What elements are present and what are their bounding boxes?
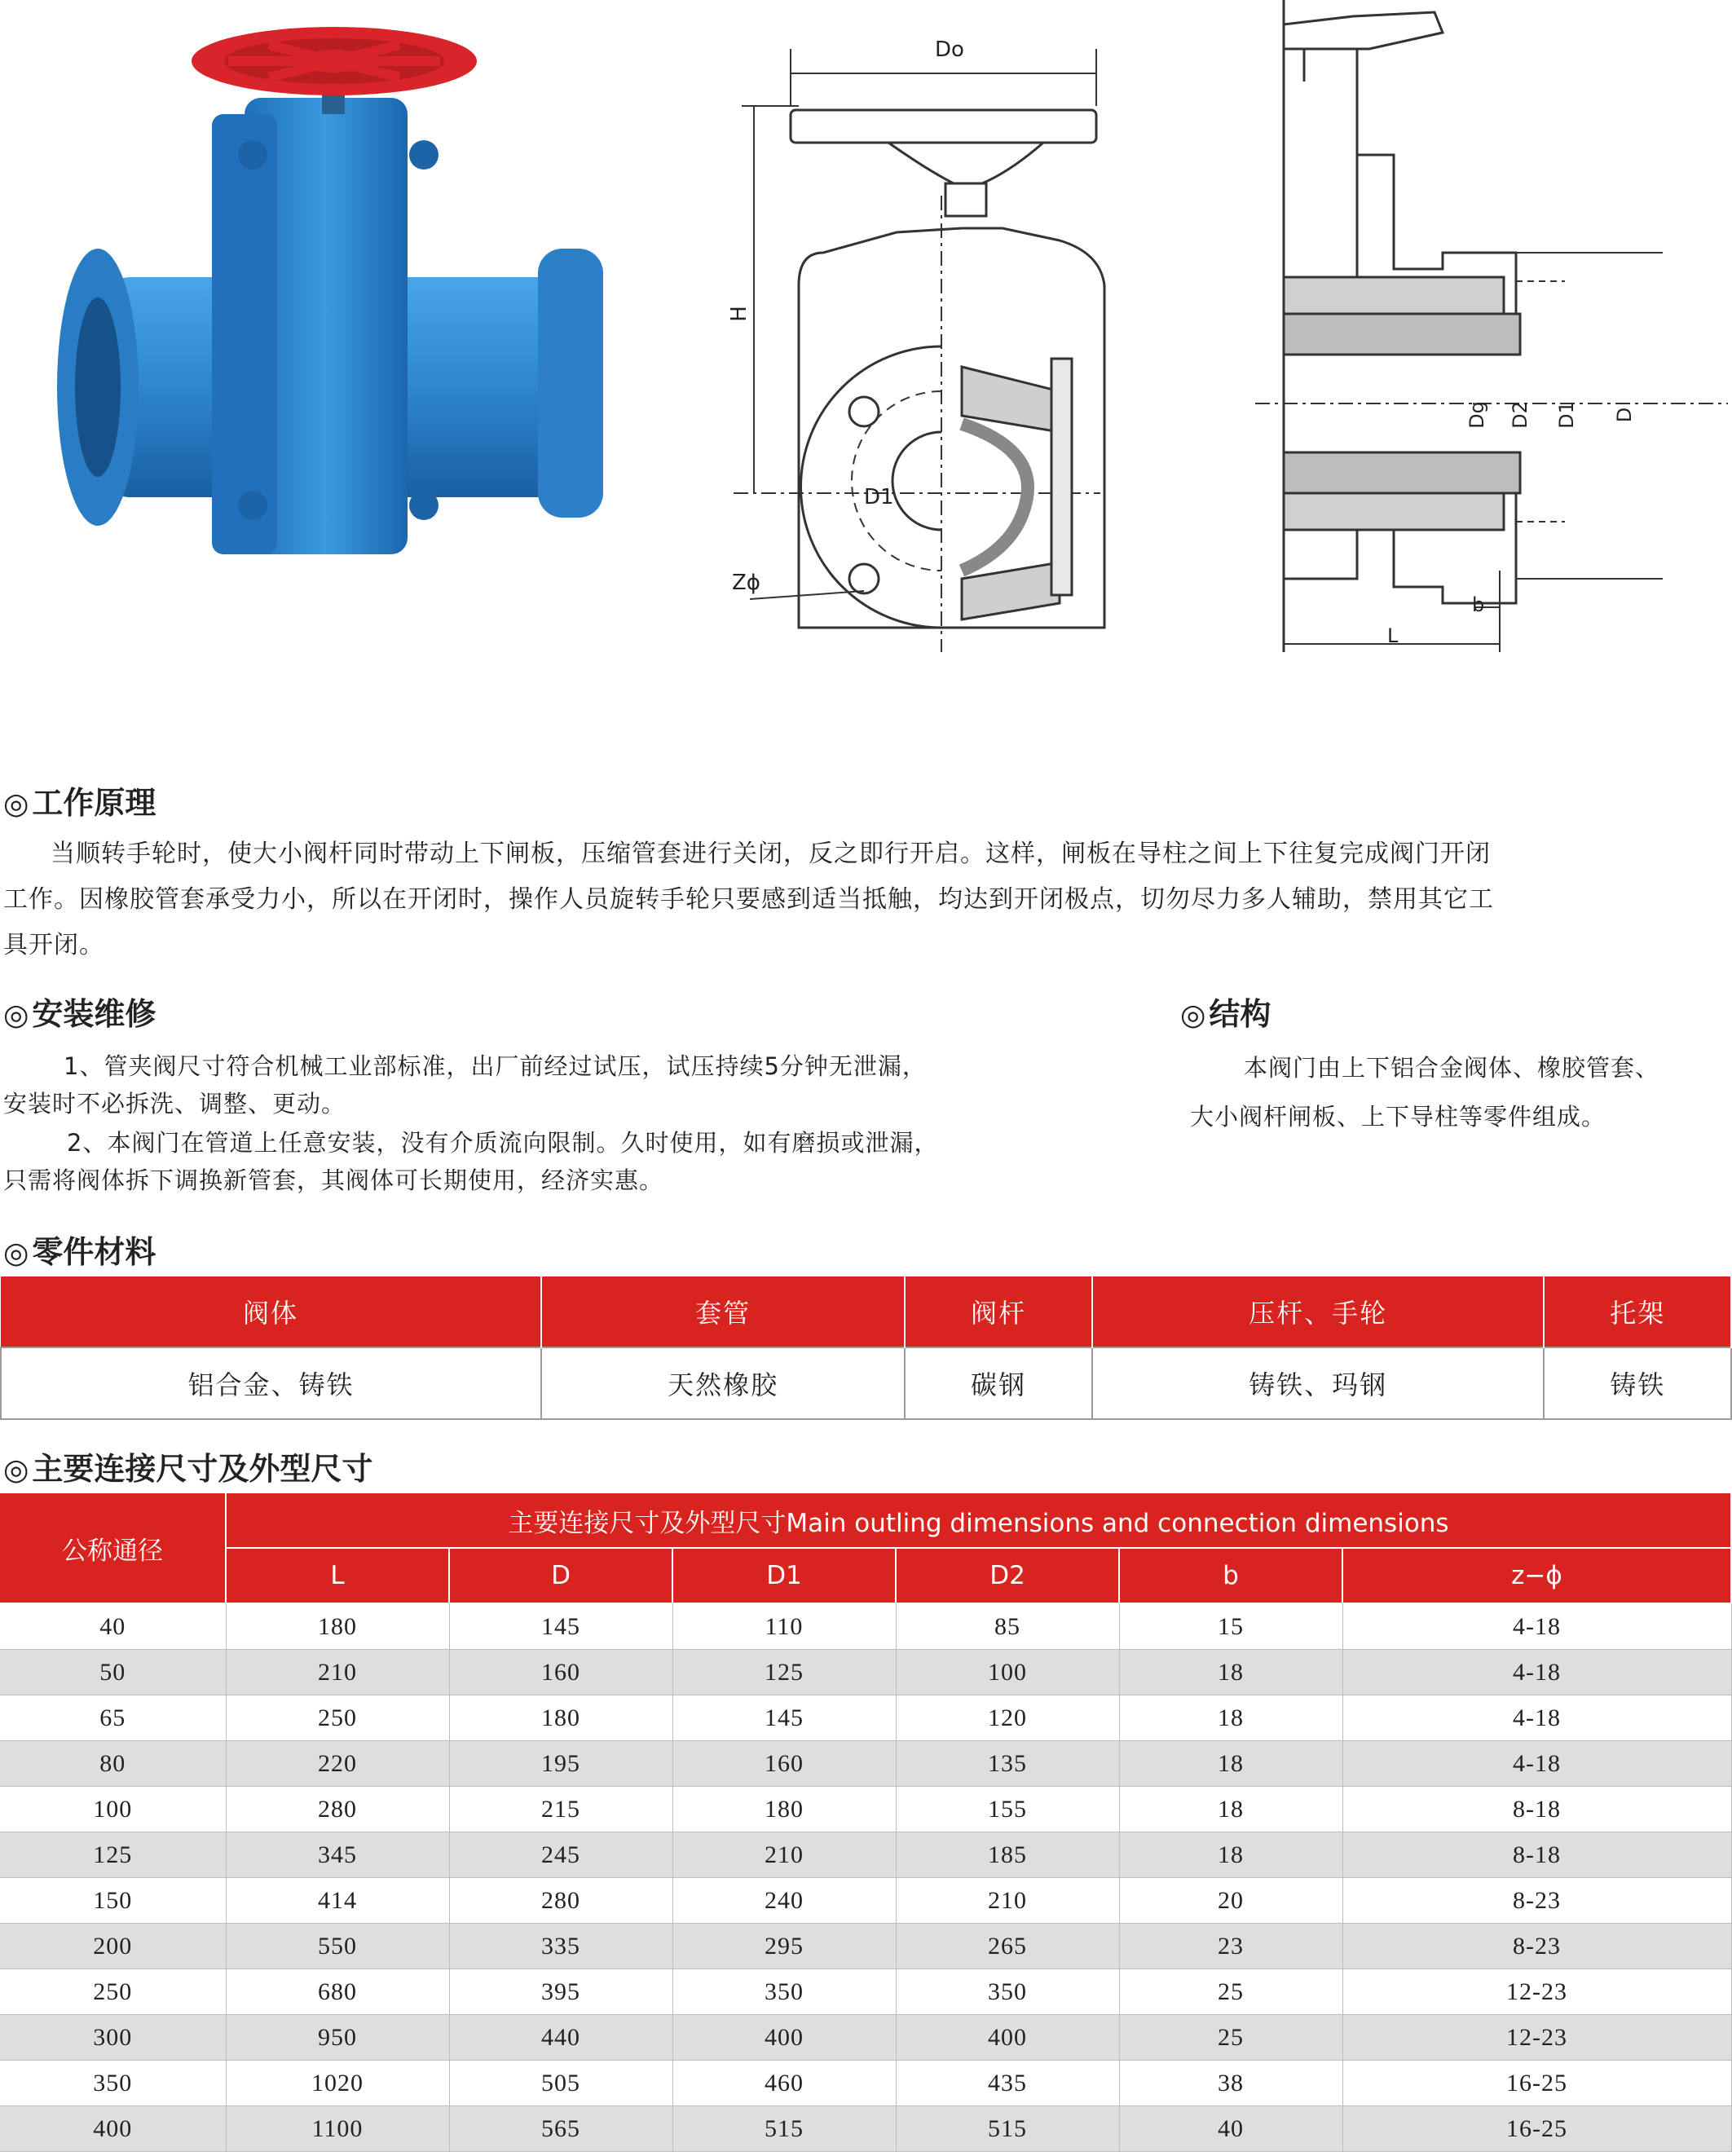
dimension-cell: 18 — [1119, 1787, 1342, 1832]
nominal-diameter-cell: 80 — [0, 1741, 226, 1787]
materials-heading: ◎ 零件材料 — [3, 1234, 156, 1270]
table-row — [0, 1832, 1731, 1878]
dimension-cell: 8-23 — [1342, 1924, 1731, 1969]
dimension-cell: 4-18 — [1342, 1741, 1731, 1787]
dimension-cell: 16-25 — [1342, 2061, 1731, 2106]
dimension-cell: 335 — [449, 1924, 672, 1969]
dimension-cell: 515 — [896, 2106, 1119, 2152]
dimension-cell: 250 — [226, 1695, 449, 1741]
circle-mark-icon: ◎ — [3, 1453, 29, 1487]
install-line-3: 2、本阀门在管道上任意安装，没有介质流向限制。久时使用，如有磨损或泄漏， — [67, 1129, 939, 1157]
structure-line-1: 本阀门由上下铝合金阀体、橡胶管套、 — [1244, 1054, 1660, 1082]
table-row — [0, 2106, 1731, 2152]
dimension-cell: 180 — [449, 1695, 672, 1741]
dimensions-table-body — [0, 1603, 1731, 2152]
dimension-cell: 245 — [449, 1832, 672, 1878]
dimension-cell: 135 — [896, 1741, 1119, 1787]
dimension-cell: 180 — [672, 1787, 896, 1832]
table-row — [0, 1741, 1731, 1787]
dimensions-group-header-row — [0, 1493, 1731, 1548]
materials-header-cell: 阀杆 — [905, 1276, 1092, 1347]
install-line-1: 1、管夹阀尺寸符合机械工业部标准，出厂前经过试压，试压持续5分钟无泄漏， — [64, 1052, 927, 1080]
dimension-cell: 515 — [672, 2106, 896, 2152]
nominal-diameter-header: 公称通径 — [0, 1493, 226, 1603]
column-header-d1: D1 — [672, 1548, 896, 1603]
dimension-cell: 460 — [672, 2061, 896, 2106]
dimension-cell: 16-25 — [1342, 2106, 1731, 2152]
dimensions-column-header-row — [0, 1548, 1731, 1603]
dimension-cell: 145 — [672, 1695, 896, 1741]
table-row — [0, 2015, 1731, 2061]
dimension-cell: 680 — [226, 1969, 449, 2015]
dimension-cell: 400 — [672, 2015, 896, 2061]
dimension-cell: 280 — [449, 1878, 672, 1924]
dimension-cell: 1100 — [226, 2106, 449, 2152]
column-header-z-phi: z−ϕ — [1342, 1548, 1731, 1603]
materials-value-cell: 铝合金、铸铁 — [1, 1347, 541, 1419]
dimension-cell: 265 — [896, 1924, 1119, 1969]
principle-line-3: 具开闭。 — [3, 931, 104, 959]
install-line-4: 只需将阀体拆下调换新管套，其阀体可长期使用，经济实惠。 — [3, 1166, 664, 1194]
column-header-l: L — [226, 1548, 449, 1603]
front-view-drawing — [717, 8, 1141, 660]
principle-line-1: 当顺转手轮时，使大小阀杆同时带动上下闸板，压缩管套进行关闭，反之即行开启。这样，闸板在导柱之间上下往复完成阀门开闭 — [51, 840, 1491, 868]
dimension-cell: 160 — [672, 1741, 896, 1787]
nominal-diameter-cell: 50 — [0, 1650, 226, 1695]
materials-value-row — [1, 1347, 1731, 1419]
table-row — [0, 1603, 1731, 1650]
circle-mark-icon: ◎ — [3, 1237, 29, 1270]
materials-header-cell: 阀体 — [1, 1276, 541, 1347]
dimension-cell: 185 — [896, 1832, 1119, 1878]
table-row — [0, 1695, 1731, 1741]
dimension-cell: 350 — [672, 1969, 896, 2015]
dimension-cell: 1020 — [226, 2061, 449, 2106]
dimension-cell: 4-18 — [1342, 1603, 1731, 1650]
install-line-2: 安装时不必拆洗、调整、更动。 — [3, 1090, 346, 1118]
dimension-cell: 180 — [226, 1603, 449, 1650]
dimension-cell: 25 — [1119, 1969, 1342, 2015]
label-d1-side: D1 — [1554, 401, 1578, 429]
dimension-cell: 220 — [226, 1741, 449, 1787]
principle-heading: ◎ 工作原理 — [3, 785, 156, 821]
table-row — [0, 1969, 1731, 2015]
label-d: D — [1613, 407, 1637, 423]
dimension-cell: 240 — [672, 1878, 896, 1924]
nominal-diameter-cell: 125 — [0, 1832, 226, 1878]
materials-header-cell: 套管 — [541, 1276, 905, 1347]
dimension-cell: 18 — [1119, 1741, 1342, 1787]
dimension-cell: 350 — [896, 1969, 1119, 2015]
label-z-phi: Zϕ — [732, 571, 760, 595]
dimension-cell: 23 — [1119, 1924, 1342, 1969]
dimension-cell: 38 — [1119, 2061, 1342, 2106]
dimension-cell: 395 — [449, 1969, 672, 2015]
label-h: H — [726, 306, 751, 322]
dimension-cell: 18 — [1119, 1832, 1342, 1878]
materials-table — [0, 1276, 1732, 1420]
dimension-cell: 400 — [896, 2015, 1119, 2061]
label-b: b — [1472, 593, 1485, 616]
structure-line-2: 大小阀杆闸板、上下导柱等零件组成。 — [1190, 1103, 1606, 1131]
dimension-cell: 295 — [672, 1924, 896, 1969]
column-header-d: D — [449, 1548, 672, 1603]
materials-header-cell: 压杆、手轮 — [1092, 1276, 1545, 1347]
materials-value-cell: 铸铁 — [1544, 1347, 1731, 1419]
label-do: Do — [935, 37, 964, 62]
materials-header-row — [1, 1276, 1731, 1347]
table-row — [0, 1924, 1731, 1969]
dimension-cell: 25 — [1119, 2015, 1342, 2061]
materials-value-cell: 天然橡胶 — [541, 1347, 905, 1419]
dimension-cell: 12-23 — [1342, 1969, 1731, 2015]
nominal-diameter-cell: 400 — [0, 2106, 226, 2152]
dimension-cell: 20 — [1119, 1878, 1342, 1924]
dimension-cell: 440 — [449, 2015, 672, 2061]
dimension-cell: 8-18 — [1342, 1787, 1731, 1832]
install-heading: ◎ 安装维修 — [3, 996, 156, 1032]
nominal-diameter-cell: 200 — [0, 1924, 226, 1969]
circle-mark-icon: ◎ — [3, 999, 29, 1032]
nominal-diameter-cell: 300 — [0, 2015, 226, 2061]
dimension-cell: 160 — [449, 1650, 672, 1695]
nominal-diameter-cell: 65 — [0, 1695, 226, 1741]
dimension-cell: 145 — [449, 1603, 672, 1650]
column-header-b: b — [1119, 1548, 1342, 1603]
dimension-cell: 18 — [1119, 1650, 1342, 1695]
table-row — [0, 1787, 1731, 1832]
materials-value-cell: 碳钢 — [905, 1347, 1092, 1419]
dimension-cell: 100 — [896, 1650, 1119, 1695]
dimension-cell: 505 — [449, 2061, 672, 2106]
structure-heading: ◎ 结构 — [1180, 996, 1271, 1032]
label-dg: Dg — [1465, 401, 1488, 429]
dimension-cell: 12-23 — [1342, 2015, 1731, 2061]
dimension-cell: 85 — [896, 1603, 1119, 1650]
valve-product-photo — [49, 16, 619, 587]
dimension-cell: 280 — [226, 1787, 449, 1832]
dimension-cell: 210 — [896, 1878, 1119, 1924]
principle-line-2: 工作。因橡胶管套承受力小，所以在开闭时，操作人员旋转手轮只要感到适当抵触，均达到开闭极点，切勿尽力多人辅助，禁用其它工 — [3, 885, 1494, 914]
dimension-cell: 435 — [896, 2061, 1119, 2106]
dimension-cell: 195 — [449, 1741, 672, 1787]
dimensions-table — [0, 1493, 1732, 2152]
dimension-cell: 8-23 — [1342, 1878, 1731, 1924]
nominal-diameter-cell: 350 — [0, 2061, 226, 2106]
dimension-cell: 210 — [672, 1832, 896, 1878]
column-header-d2: D2 — [896, 1548, 1119, 1603]
label-d1: D1 — [864, 485, 894, 509]
dimension-cell: 120 — [896, 1695, 1119, 1741]
circle-mark-icon: ◎ — [1180, 999, 1206, 1032]
dimension-cell: 110 — [672, 1603, 896, 1650]
dimension-cell: 8-18 — [1342, 1832, 1731, 1878]
dimension-cell: 4-18 — [1342, 1695, 1731, 1741]
table-row — [0, 2061, 1731, 2106]
circle-mark-icon: ◎ — [3, 787, 29, 821]
dimension-cell: 414 — [226, 1878, 449, 1924]
table-row — [0, 1878, 1731, 1924]
label-d2: D2 — [1508, 401, 1531, 429]
nominal-diameter-cell: 100 — [0, 1787, 226, 1832]
dimension-cell: 15 — [1119, 1603, 1342, 1650]
dimension-cell: 550 — [226, 1924, 449, 1969]
dimension-cell: 345 — [226, 1832, 449, 1878]
dimension-cell: 155 — [896, 1787, 1119, 1832]
dimensions-heading: ◎ 主要连接尺寸及外型尺寸 — [3, 1451, 373, 1487]
dimension-cell: 18 — [1119, 1695, 1342, 1741]
dimension-cell: 210 — [226, 1650, 449, 1695]
dimension-cell: 565 — [449, 2106, 672, 2152]
label-l: L — [1387, 624, 1399, 647]
table-row — [0, 1650, 1731, 1695]
nominal-diameter-cell: 250 — [0, 1969, 226, 2015]
dimension-cell: 215 — [449, 1787, 672, 1832]
dimension-cell: 950 — [226, 2015, 449, 2061]
dimension-cell: 125 — [672, 1650, 896, 1695]
dimensions-group-header: 主要连接尺寸及外型尺寸Main outling dimensions and connection dimensions — [226, 1493, 1731, 1548]
dimension-cell: 40 — [1119, 2106, 1342, 2152]
materials-value-cell: 铸铁、玛钢 — [1092, 1347, 1545, 1419]
dimension-cell: 4-18 — [1342, 1650, 1731, 1695]
side-section-drawing — [1255, 0, 1728, 668]
materials-header-cell: 托架 — [1544, 1276, 1731, 1347]
nominal-diameter-cell: 40 — [0, 1603, 226, 1650]
nominal-diameter-cell: 150 — [0, 1878, 226, 1924]
